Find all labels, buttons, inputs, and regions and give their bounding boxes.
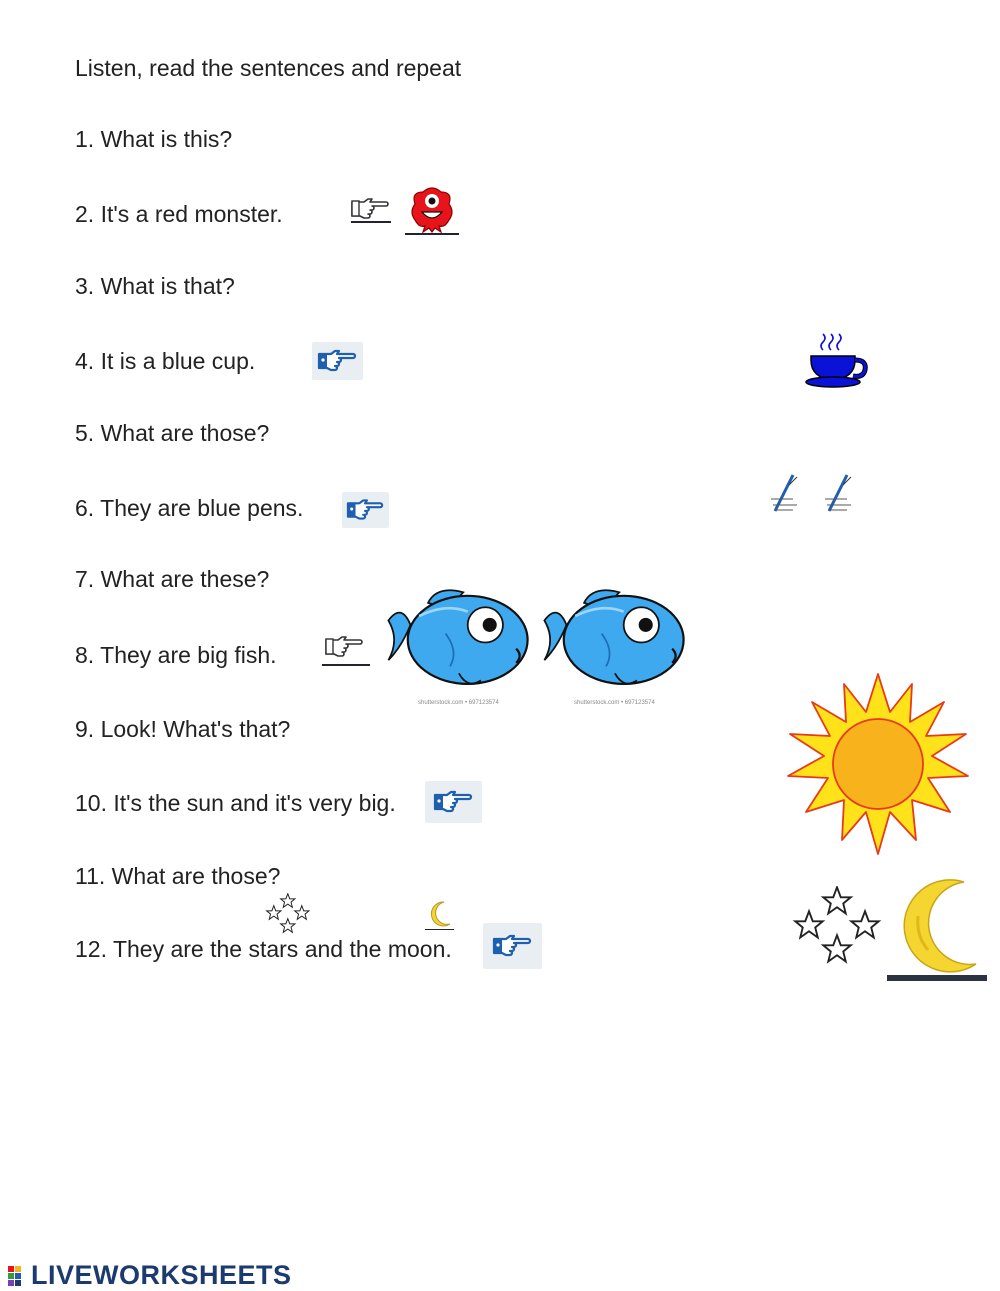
underline-divider [351, 221, 391, 223]
sentence-10: 10. It's the sun and it's very big. [75, 790, 396, 816]
pointing-hand-icon [432, 789, 476, 815]
sentence-8: 8. They are big fish. [75, 642, 277, 668]
sentence-11: 11. What are those? [75, 863, 281, 889]
image-credit: shutterstock.com • 697123574 [418, 700, 499, 706]
sentence-2: 2. It's a red monster. [75, 201, 283, 227]
blue-cup-image [803, 330, 869, 390]
logo-text: LIVEWORKSHEETS [31, 1260, 292, 1290]
liveworksheets-logo [8, 1260, 292, 1291]
sentence-4: 4. It is a blue cup. [75, 348, 256, 374]
underline-divider [322, 664, 370, 666]
pointing-hand-button[interactable] [483, 923, 542, 969]
pointing-hand-button[interactable] [342, 492, 389, 528]
pointing-hand-icon[interactable] [320, 634, 370, 664]
pointing-hand-icon [317, 348, 359, 374]
instruction-text: Listen, read the sentences and repeat [75, 55, 462, 81]
pointing-hand-button[interactable] [425, 781, 482, 823]
sentence-5: 5. What are those? [75, 420, 270, 446]
image-credit-bar [887, 975, 987, 981]
pointing-hand-icon [491, 933, 535, 959]
sentence-7: 7. What are these? [75, 566, 270, 592]
underline-divider [425, 929, 454, 930]
sentence-9: 9. Look! What's that? [75, 716, 291, 742]
blue-fish-image [540, 580, 688, 698]
moon-icon[interactable] [426, 900, 454, 930]
stars-image [792, 886, 882, 966]
pointing-hand-button[interactable] [312, 342, 363, 380]
logo-mark-icon [8, 1264, 30, 1288]
sentence-3: 3. What is that? [75, 273, 235, 299]
blue-fish-image [384, 580, 532, 698]
red-monster-image [405, 182, 459, 236]
moon-image [898, 876, 980, 976]
underline-divider [405, 233, 459, 235]
sentence-12: 12. They are the stars and the moon. [75, 936, 452, 962]
sentence-6: 6. They are blue pens. [75, 495, 304, 521]
blue-pens-image [765, 470, 869, 516]
sentence-1: 1. What is this? [75, 126, 233, 152]
image-credit: shutterstock.com • 697123574 [574, 700, 655, 706]
stars-icon[interactable] [264, 893, 314, 935]
sun-image [786, 672, 970, 856]
pointing-hand-icon [346, 497, 386, 523]
